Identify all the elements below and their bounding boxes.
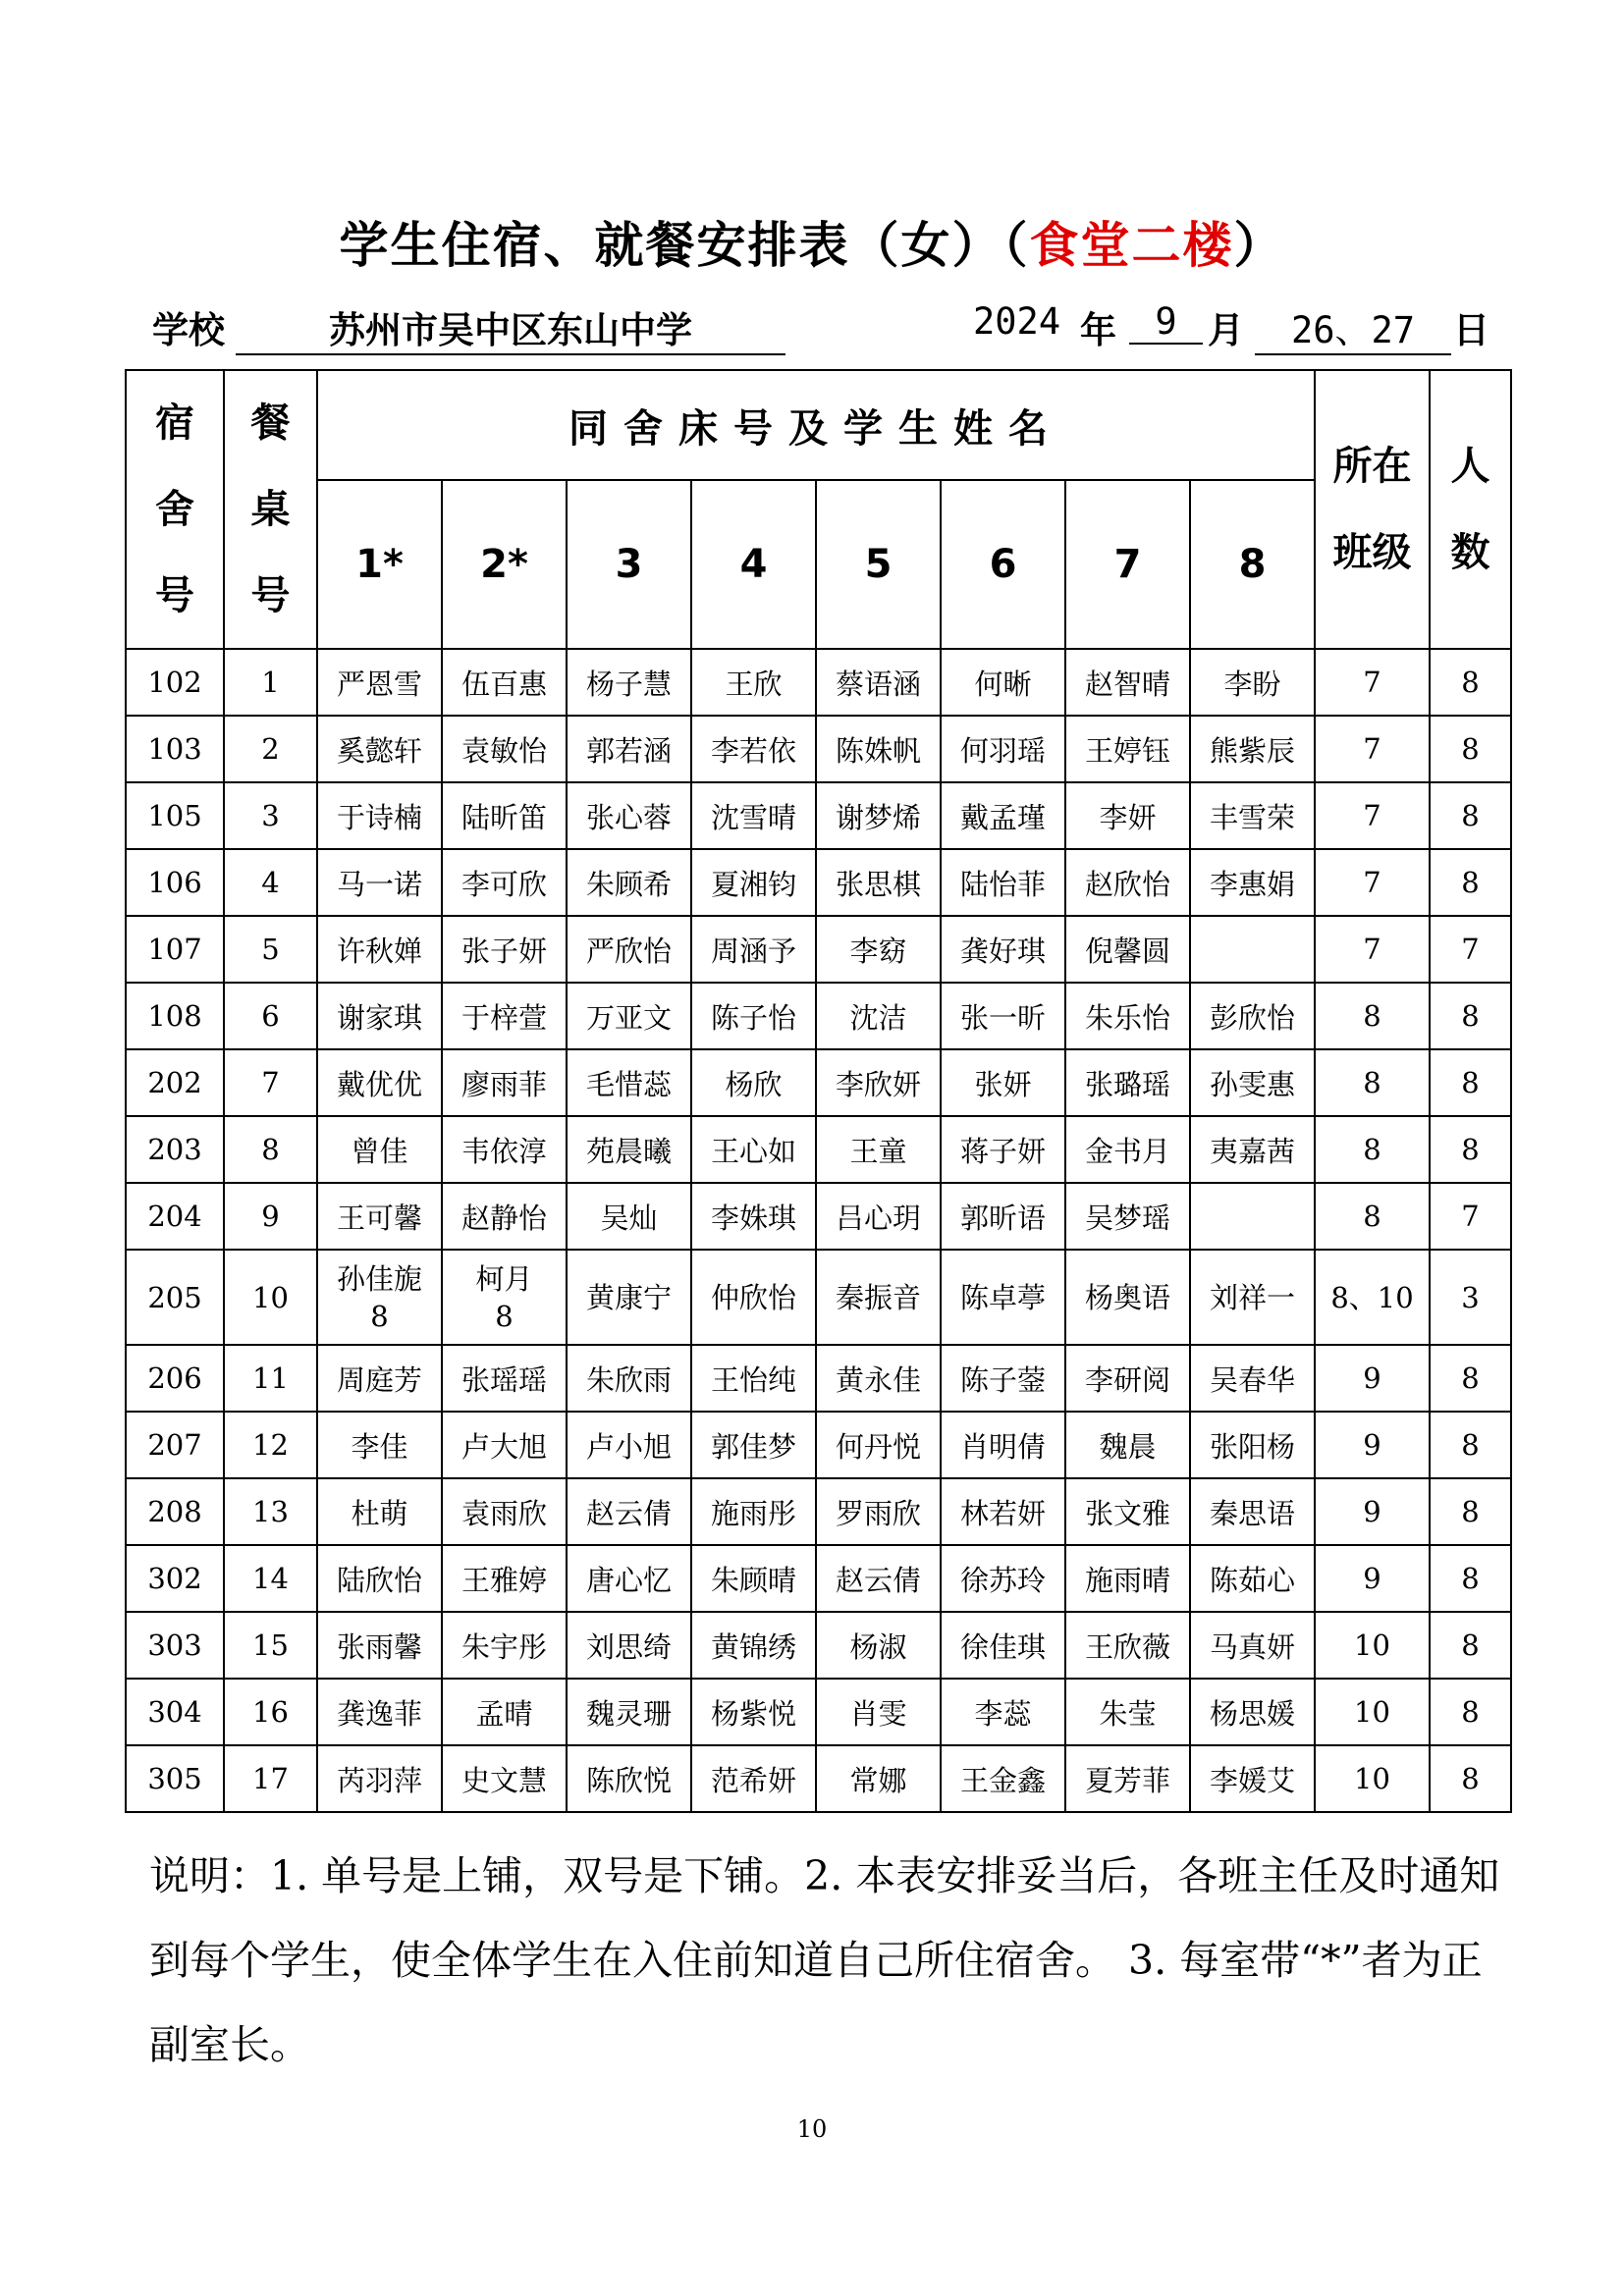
cell-bed-8 xyxy=(1190,916,1315,983)
cell-bed-5: 赵云倩 xyxy=(816,1545,941,1612)
cell-table-no: 10 xyxy=(224,1250,317,1345)
cell-count: 7 xyxy=(1430,1183,1511,1250)
table-row xyxy=(126,1250,1511,1345)
cell-table-no: 15 xyxy=(224,1612,317,1679)
cell-count: 3 xyxy=(1430,1250,1511,1345)
cell-bed-1: 芮羽萍 xyxy=(317,1745,442,1812)
cell-bed-7: 朱乐怡 xyxy=(1065,983,1190,1049)
cell-bed-6: 蒋子妍 xyxy=(941,1116,1065,1183)
cell-bed-1: 谢家琪 xyxy=(317,983,442,1049)
cell-bed-8: 丰雪荣 xyxy=(1190,782,1315,849)
cell-class: 8 xyxy=(1315,983,1430,1049)
cell-dorm: 106 xyxy=(126,849,224,916)
cell-bed-4: 杨欣 xyxy=(691,1049,816,1116)
cell-bed-5: 李欣妍 xyxy=(816,1049,941,1116)
cell-count: 8 xyxy=(1430,782,1511,849)
cell-class: 8 xyxy=(1315,1183,1430,1250)
cell-bed-6: 徐佳琪 xyxy=(941,1612,1065,1679)
cell-bed-6: 徐苏玲 xyxy=(941,1545,1065,1612)
cell-count: 7 xyxy=(1430,916,1511,983)
cell-class: 8 xyxy=(1315,1116,1430,1183)
page-number: 10 xyxy=(796,2115,828,2143)
cell-bed-3: 苑晨曦 xyxy=(567,1116,691,1183)
cell-bed-3: 毛惜蕊 xyxy=(567,1049,691,1116)
cell-bed-6: 郭昕语 xyxy=(941,1183,1065,1250)
cell-bed-4: 王欣 xyxy=(691,649,816,716)
cell-bed-2: 王雅婷 xyxy=(442,1545,567,1612)
cell-class: 8 xyxy=(1315,1049,1430,1116)
cell-bed-2: 张子妍 xyxy=(442,916,567,983)
cell-dorm: 206 xyxy=(126,1345,224,1412)
cell-bed-8: 夷嘉茜 xyxy=(1190,1116,1315,1183)
cell-bed-6: 林若妍 xyxy=(941,1478,1065,1545)
cell-bed-8: 马真妍 xyxy=(1190,1612,1315,1679)
cell-bed-4: 仲欣怡 xyxy=(691,1250,816,1345)
cell-dorm: 303 xyxy=(126,1612,224,1679)
cell-bed-5: 李窈 xyxy=(816,916,941,983)
cell-bed-3: 张心蓉 xyxy=(567,782,691,849)
cell-bed-4: 杨紫悦 xyxy=(691,1679,816,1745)
cell-bed-2: 孟晴 xyxy=(442,1679,567,1745)
cell-bed-6: 陆怡菲 xyxy=(941,849,1065,916)
cell-bed-2: 廖雨菲 xyxy=(442,1049,567,1116)
cell-dorm: 203 xyxy=(126,1116,224,1183)
cell-dorm: 102 xyxy=(126,649,224,716)
cell-bed-6: 陈卓葶 xyxy=(941,1250,1065,1345)
cell-bed-4: 李姝琪 xyxy=(691,1183,816,1250)
table-row xyxy=(126,916,1511,983)
cell-bed-2: 袁敏怡 xyxy=(442,716,567,782)
header-table-no: 餐 桌 号 xyxy=(224,370,317,649)
cell-bed-2: 伍百惠 xyxy=(442,649,567,716)
cell-bed-4: 沈雪晴 xyxy=(691,782,816,849)
cell-table-no: 3 xyxy=(224,782,317,849)
cell-bed-5: 沈洁 xyxy=(816,983,941,1049)
table-row xyxy=(126,1545,1511,1612)
cell-bed-8: 陈茹心 xyxy=(1190,1545,1315,1612)
cell-bed-7: 倪馨圆 xyxy=(1065,916,1190,983)
school-label: 学校 xyxy=(152,309,225,351)
cell-class: 9 xyxy=(1315,1478,1430,1545)
cell-bed-4: 朱顾晴 xyxy=(691,1545,816,1612)
cell-bed-7: 朱莹 xyxy=(1065,1679,1190,1745)
year: 2024 xyxy=(973,300,1061,343)
cell-bed-8: 杨思媛 xyxy=(1190,1679,1315,1745)
cell-bed-4: 王心如 xyxy=(691,1116,816,1183)
cell-bed-6: 张一昕 xyxy=(941,983,1065,1049)
cell-dorm: 108 xyxy=(126,983,224,1049)
cell-bed-3: 魏灵珊 xyxy=(567,1679,691,1745)
cell-bed-6: 肖明倩 xyxy=(941,1412,1065,1478)
cell-table-no: 7 xyxy=(224,1049,317,1116)
cell-table-no: 13 xyxy=(224,1478,317,1545)
cell-class: 9 xyxy=(1315,1345,1430,1412)
cell-bed-1: 戴优优 xyxy=(317,1049,442,1116)
cell-bed-4: 夏湘钧 xyxy=(691,849,816,916)
cell-bed-6: 龚好琪 xyxy=(941,916,1065,983)
cell-bed-6: 李蕊 xyxy=(941,1679,1065,1745)
cell-count: 8 xyxy=(1430,1049,1511,1116)
cell-dorm: 208 xyxy=(126,1478,224,1545)
cell-count: 8 xyxy=(1430,1478,1511,1545)
cell-bed-3: 陈欣悦 xyxy=(567,1745,691,1812)
header-bed-1: 1* xyxy=(317,480,442,649)
cell-bed-6: 何羽瑶 xyxy=(941,716,1065,782)
subheading xyxy=(152,300,1488,349)
cell-bed-3: 卢小旭 xyxy=(567,1412,691,1478)
cell-bed-4: 范希妍 xyxy=(691,1745,816,1812)
cell-bed-7: 赵欣怡 xyxy=(1065,849,1190,916)
cell-bed-2: 韦依淳 xyxy=(442,1116,567,1183)
cell-bed-7: 李妍 xyxy=(1065,782,1190,849)
cell-class: 10 xyxy=(1315,1612,1430,1679)
cell-count: 8 xyxy=(1430,649,1511,716)
table-row xyxy=(126,849,1511,916)
header-dorm: 宿 舍 号 xyxy=(126,370,224,649)
cell-bed-6: 戴孟瑾 xyxy=(941,782,1065,849)
table-row xyxy=(126,782,1511,849)
cell-count: 8 xyxy=(1430,1612,1511,1679)
cell-count: 8 xyxy=(1430,849,1511,916)
cell-bed-4: 黄锦绣 xyxy=(691,1612,816,1679)
header-bed-3: 3 xyxy=(567,480,691,649)
cell-bed-8: 李惠娟 xyxy=(1190,849,1315,916)
cell-count: 8 xyxy=(1430,1545,1511,1612)
cell-class: 7 xyxy=(1315,649,1430,716)
cell-bed-1: 孙佳旎 8 xyxy=(317,1250,442,1345)
cell-bed-7: 魏晨 xyxy=(1065,1412,1190,1478)
cell-bed-3: 吴灿 xyxy=(567,1183,691,1250)
cell-table-no: 12 xyxy=(224,1412,317,1478)
cell-dorm: 207 xyxy=(126,1412,224,1478)
cell-bed-1: 杜萌 xyxy=(317,1478,442,1545)
cell-bed-1: 曾佳 xyxy=(317,1116,442,1183)
cell-count: 8 xyxy=(1430,1679,1511,1745)
table-row xyxy=(126,1116,1511,1183)
cell-bed-2: 李可欣 xyxy=(442,849,567,916)
cell-bed-5: 肖雯 xyxy=(816,1679,941,1745)
cell-bed-1: 张雨馨 xyxy=(317,1612,442,1679)
cell-bed-4: 施雨彤 xyxy=(691,1478,816,1545)
day-unit: 日 xyxy=(1453,309,1489,351)
cell-bed-8: 李盼 xyxy=(1190,649,1315,716)
cell-bed-2: 陆昕笛 xyxy=(442,782,567,849)
cell-bed-3: 朱顾希 xyxy=(567,849,691,916)
cell-bed-7: 张璐瑶 xyxy=(1065,1049,1190,1116)
school-name: 苏州市吴中区东山中学 xyxy=(236,300,785,355)
header-bed-2: 2* xyxy=(442,480,567,649)
cell-bed-1: 马一诺 xyxy=(317,849,442,916)
header-bed-7: 7 xyxy=(1065,480,1190,649)
cell-bed-8: 彭欣怡 xyxy=(1190,983,1315,1049)
cell-bed-1: 陆欣怡 xyxy=(317,1545,442,1612)
year-unit: 年 xyxy=(1080,309,1116,351)
cell-dorm: 202 xyxy=(126,1049,224,1116)
cell-dorm: 103 xyxy=(126,716,224,782)
cell-bed-3: 郭若涵 xyxy=(567,716,691,782)
cell-bed-2: 于梓萱 xyxy=(442,983,567,1049)
cell-bed-7: 杨奥语 xyxy=(1065,1250,1190,1345)
month-unit: 月 xyxy=(1208,309,1244,351)
header-bed-4: 4 xyxy=(691,480,816,649)
cell-class: 8、10 xyxy=(1315,1250,1430,1345)
table-row xyxy=(126,1412,1511,1478)
cell-bed-3: 严欣怡 xyxy=(567,916,691,983)
cell-bed-6: 陈子蓥 xyxy=(941,1345,1065,1412)
cell-bed-5: 何丹悦 xyxy=(816,1412,941,1478)
cell-bed-5: 罗雨欣 xyxy=(816,1478,941,1545)
cell-table-no: 4 xyxy=(224,849,317,916)
cell-bed-2: 卢大旭 xyxy=(442,1412,567,1478)
cell-bed-3: 朱欣雨 xyxy=(567,1345,691,1412)
page-title: 学生住宿、就餐安排表（女）（食堂二楼） xyxy=(339,217,1285,274)
cell-bed-2: 柯月 8 xyxy=(442,1250,567,1345)
cell-class: 10 xyxy=(1315,1679,1430,1745)
cell-bed-1: 奚懿轩 xyxy=(317,716,442,782)
cell-class: 7 xyxy=(1315,849,1430,916)
cell-bed-5: 黄永佳 xyxy=(816,1345,941,1412)
cell-bed-4: 王怡纯 xyxy=(691,1345,816,1412)
cell-bed-5: 杨淑 xyxy=(816,1612,941,1679)
cell-bed-5: 吕心玥 xyxy=(816,1183,941,1250)
cell-dorm: 302 xyxy=(126,1545,224,1612)
table-row xyxy=(126,1478,1511,1545)
cell-bed-8: 刘祥一 xyxy=(1190,1250,1315,1345)
cell-bed-4: 郭佳梦 xyxy=(691,1412,816,1478)
table-row xyxy=(126,1679,1511,1745)
header-bed-8: 8 xyxy=(1190,480,1315,649)
cell-bed-1: 李佳 xyxy=(317,1412,442,1478)
cell-bed-7: 李研阅 xyxy=(1065,1345,1190,1412)
table-row xyxy=(126,983,1511,1049)
notes: 说明：1. 单号是上铺，双号是下铺。2. 本表安排妥当后，各班主任及时通知到每个学生，使全体学生在入住前知道自己所住宿舍。 3. 每室带“*”者为正副室长。 xyxy=(149,1852,1500,2068)
table-row xyxy=(126,1049,1511,1116)
cell-bed-1: 王可馨 xyxy=(317,1183,442,1250)
table-row xyxy=(126,649,1511,716)
cell-bed-1: 于诗楠 xyxy=(317,782,442,849)
cell-bed-7: 吴梦瑶 xyxy=(1065,1183,1190,1250)
cell-bed-7: 施雨晴 xyxy=(1065,1545,1190,1612)
month: 9 xyxy=(1129,300,1203,345)
days: 26、27 xyxy=(1255,300,1451,355)
header-count: 人 数 xyxy=(1430,370,1511,649)
cell-bed-5: 蔡语涵 xyxy=(816,649,941,716)
table-row xyxy=(126,1183,1511,1250)
table-row xyxy=(126,1345,1511,1412)
cell-bed-6: 王金鑫 xyxy=(941,1745,1065,1812)
cell-bed-2: 朱宇彤 xyxy=(442,1612,567,1679)
cell-bed-5: 陈姝帆 xyxy=(816,716,941,782)
cell-class: 9 xyxy=(1315,1545,1430,1612)
cell-table-no: 17 xyxy=(224,1745,317,1812)
dorm-table xyxy=(125,369,1512,1813)
cell-table-no: 5 xyxy=(224,916,317,983)
cell-class: 7 xyxy=(1315,916,1430,983)
cell-table-no: 16 xyxy=(224,1679,317,1745)
cell-bed-2: 史文慧 xyxy=(442,1745,567,1812)
cell-bed-8: 吴春华 xyxy=(1190,1345,1315,1412)
table-row xyxy=(126,716,1511,782)
cell-bed-3: 唐心忆 xyxy=(567,1545,691,1612)
cell-dorm: 305 xyxy=(126,1745,224,1812)
cell-table-no: 14 xyxy=(224,1545,317,1612)
cell-bed-2: 赵静怡 xyxy=(442,1183,567,1250)
cell-bed-8: 孙雯惠 xyxy=(1190,1049,1315,1116)
table-row xyxy=(126,1612,1511,1679)
cell-bed-6: 何晰 xyxy=(941,649,1065,716)
cell-bed-8 xyxy=(1190,1183,1315,1250)
cell-table-no: 1 xyxy=(224,649,317,716)
cell-bed-3: 万亚文 xyxy=(567,983,691,1049)
cell-bed-3: 黄康宁 xyxy=(567,1250,691,1345)
cell-table-no: 11 xyxy=(224,1345,317,1412)
cell-bed-2: 袁雨欣 xyxy=(442,1478,567,1545)
cell-bed-4: 陈子怡 xyxy=(691,983,816,1049)
cell-dorm: 107 xyxy=(126,916,224,983)
cell-bed-8: 熊紫辰 xyxy=(1190,716,1315,782)
cell-bed-5: 谢梦烯 xyxy=(816,782,941,849)
cell-bed-7: 赵智晴 xyxy=(1065,649,1190,716)
header-bed-6: 6 xyxy=(941,480,1065,649)
header-bed-5: 5 xyxy=(816,480,941,649)
cell-bed-6: 张妍 xyxy=(941,1049,1065,1116)
cell-table-no: 6 xyxy=(224,983,317,1049)
cell-count: 8 xyxy=(1430,1412,1511,1478)
cell-bed-8: 秦思语 xyxy=(1190,1478,1315,1545)
cell-bed-7: 王欣薇 xyxy=(1065,1612,1190,1679)
cell-count: 8 xyxy=(1430,1345,1511,1412)
cell-bed-5: 张思棋 xyxy=(816,849,941,916)
cell-bed-5: 常娜 xyxy=(816,1745,941,1812)
header-class: 所在 班级 xyxy=(1315,370,1430,649)
cell-bed-3: 赵云倩 xyxy=(567,1478,691,1545)
cell-bed-1: 龚逸菲 xyxy=(317,1679,442,1745)
cell-count: 8 xyxy=(1430,716,1511,782)
cell-bed-4: 周涵予 xyxy=(691,916,816,983)
cell-bed-8: 张阳杨 xyxy=(1190,1412,1315,1478)
table-row xyxy=(126,1745,1511,1812)
cell-dorm: 204 xyxy=(126,1183,224,1250)
cell-class: 9 xyxy=(1315,1412,1430,1478)
cell-dorm: 205 xyxy=(126,1250,224,1345)
cell-count: 8 xyxy=(1430,983,1511,1049)
cell-count: 8 xyxy=(1430,1116,1511,1183)
cell-bed-2: 张瑶瑶 xyxy=(442,1345,567,1412)
cell-class: 7 xyxy=(1315,716,1430,782)
cell-bed-4: 李若依 xyxy=(691,716,816,782)
cell-dorm: 304 xyxy=(126,1679,224,1745)
cell-class: 7 xyxy=(1315,782,1430,849)
cell-bed-1: 严恩雪 xyxy=(317,649,442,716)
cell-bed-5: 王童 xyxy=(816,1116,941,1183)
cell-bed-7: 夏芳菲 xyxy=(1065,1745,1190,1812)
cell-table-no: 9 xyxy=(224,1183,317,1250)
cell-bed-1: 许秋婵 xyxy=(317,916,442,983)
header-bed-group: 同舍床号及学生姓名 xyxy=(317,370,1315,480)
cell-bed-1: 周庭芳 xyxy=(317,1345,442,1412)
cell-bed-8: 李媛艾 xyxy=(1190,1745,1315,1812)
cell-bed-7: 金书月 xyxy=(1065,1116,1190,1183)
cell-bed-5: 秦振音 xyxy=(816,1250,941,1345)
cell-bed-3: 刘思绮 xyxy=(567,1612,691,1679)
cell-count: 8 xyxy=(1430,1745,1511,1812)
cell-bed-7: 王婷钰 xyxy=(1065,716,1190,782)
cell-table-no: 8 xyxy=(224,1116,317,1183)
cell-bed-3: 杨子慧 xyxy=(567,649,691,716)
cell-table-no: 2 xyxy=(224,716,317,782)
cell-bed-7: 张文雅 xyxy=(1065,1478,1190,1545)
title-highlight: （食堂二楼） xyxy=(1002,217,1285,274)
cell-dorm: 105 xyxy=(126,782,224,849)
cell-class: 10 xyxy=(1315,1745,1430,1812)
